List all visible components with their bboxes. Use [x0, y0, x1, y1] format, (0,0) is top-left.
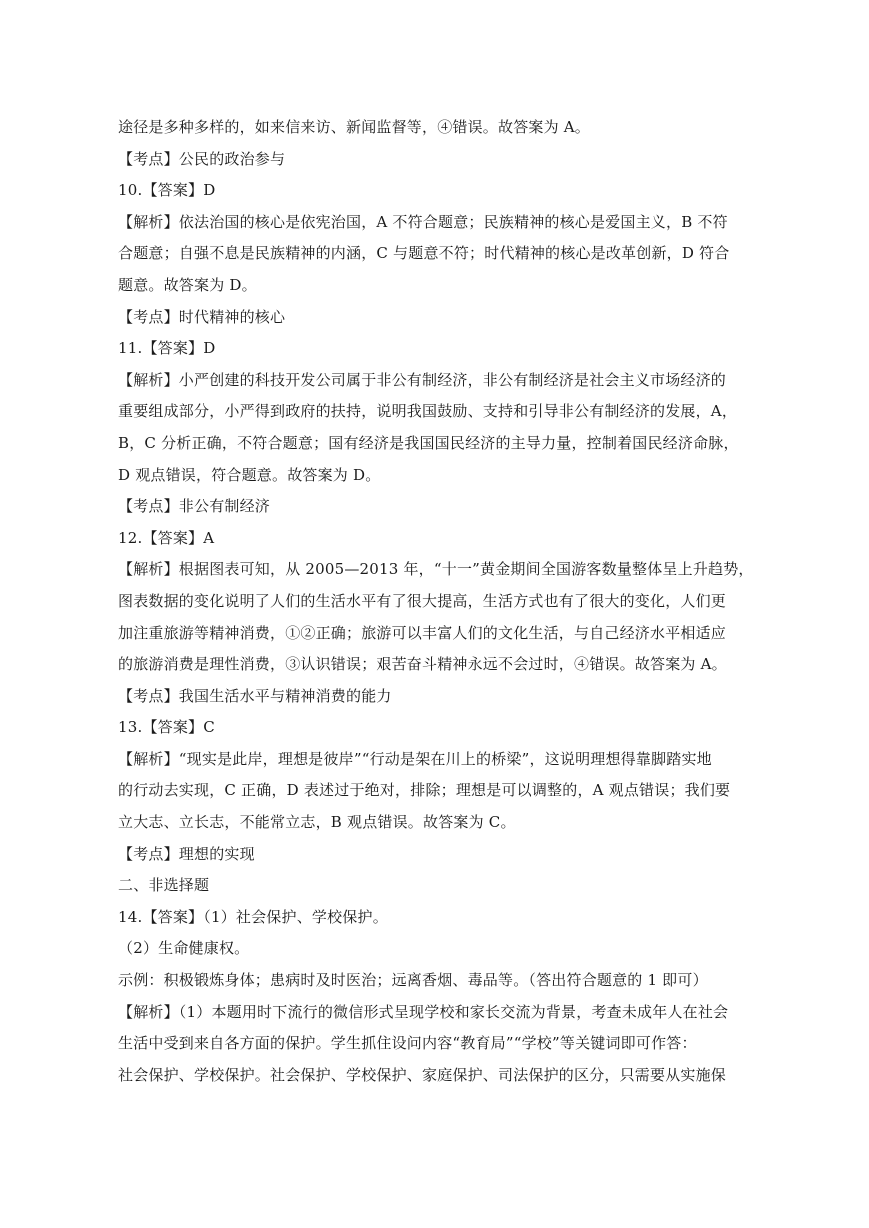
text-line: 的旅游消费是理性消费，③认识错误；艰苦奋斗精神永远不会过时，④错误。故答案为 A。 — [118, 655, 727, 674]
text-line: 图表数据的变化说明了人们的生活水平有了很大提高，生活方式也有了很大的变化，人们更 — [118, 591, 727, 610]
text-line: 的行动去实现，C 正确，D 表述过于绝对，排除；理想是可以调整的，A 观点错误；我们要 — [118, 781, 731, 800]
answer-line: 13.【答案】C — [118, 718, 215, 737]
text-line: 重要组成部分，小严得到政府的扶持，说明我国鼓励、支持和引导非公有制经济的发展，A， — [118, 402, 738, 421]
answer-subitem: （2）生命健康权。 — [118, 939, 250, 958]
answer-line: 14.【答案】（1）社会保护、学校保护。 — [118, 907, 388, 926]
text-line: 生活中受到来自各方面的保护。学生抓住设问内容“教育局”“学校”等关键词即可作答： — [118, 1034, 697, 1053]
answer-line: 12.【答案】A — [118, 528, 215, 547]
section-heading: 二、非选择题 — [118, 876, 210, 895]
text-line: 合题意；自强不息是民族精神的内涵，C 与题意不符；时代精神的核心是改革创新，D 符合 — [118, 244, 730, 263]
analysis-line: 【解析】依法治国的核心是依宪治国，A 不符合题意；民族精神的核心是爱国主义，B 不符 — [118, 212, 728, 231]
analysis-line: 【解析】“现实是此岸，理想是彼岸”“行动是架在川上的桥梁”，这说明理想得靠脚踏实地 — [118, 749, 712, 768]
example-line: 示例：积极锻炼身体；患病时及时医治；远离香烟、毒品等。（答出符合题意的 1 即可） — [118, 971, 708, 990]
analysis-line: 【解析】根据图表可知，从 2005—2013 年，“十一”黄金期间全国游客数量整体呈上升趋势， — [118, 560, 754, 579]
analysis-line: 【解析】小严创建的科技开发公司属于非公有制经济，非公有制经济是社会主义市场经济的 — [118, 370, 727, 389]
kaodian-line: 【考点】我国生活水平与精神消费的能力 — [118, 686, 392, 705]
answer-line: 11.【答案】D — [118, 339, 216, 358]
kaodian-line: 【考点】时代精神的核心 — [118, 307, 286, 326]
text-line: D 观点错误，符合题意。故答案为 D。 — [118, 465, 381, 484]
text-line: 社会保护、学校保护。社会保护、学校保护、家庭保护、司法保护的区分，只需要从实施保 — [118, 1065, 727, 1084]
kaodian-line: 【考点】非公有制经济 — [118, 497, 271, 516]
text-line: 立大志、立长志，不能常立志，B 观点错误。故答案为 C。 — [118, 813, 516, 832]
document-body — [118, 112, 754, 1091]
kaodian-line: 【考点】公民的政治参与 — [118, 149, 286, 168]
text-line: 途径是多种多样的，如来信来访、新闻监督等，④错误。故答案为 A。 — [118, 118, 591, 136]
analysis-line: 【解析】（1）本题用时下流行的微信形式呈现学校和家长交流为背景，考查未成年人在社会 — [118, 1002, 729, 1021]
kaodian-line: 【考点】理想的实现 — [118, 844, 255, 863]
text-line: 加注重旅游等精神消费，①②正确；旅游可以丰富人们的文化生活，与自己经济水平相适应 — [118, 623, 727, 642]
text-line: 题意。故答案为 D。 — [118, 275, 257, 294]
text-line: B，C 分析正确，不符合题意；国有经济是我国国民经济的主导力量，控制着国民经济命脉， — [118, 433, 739, 452]
answer-line: 10.【答案】D — [118, 181, 216, 200]
